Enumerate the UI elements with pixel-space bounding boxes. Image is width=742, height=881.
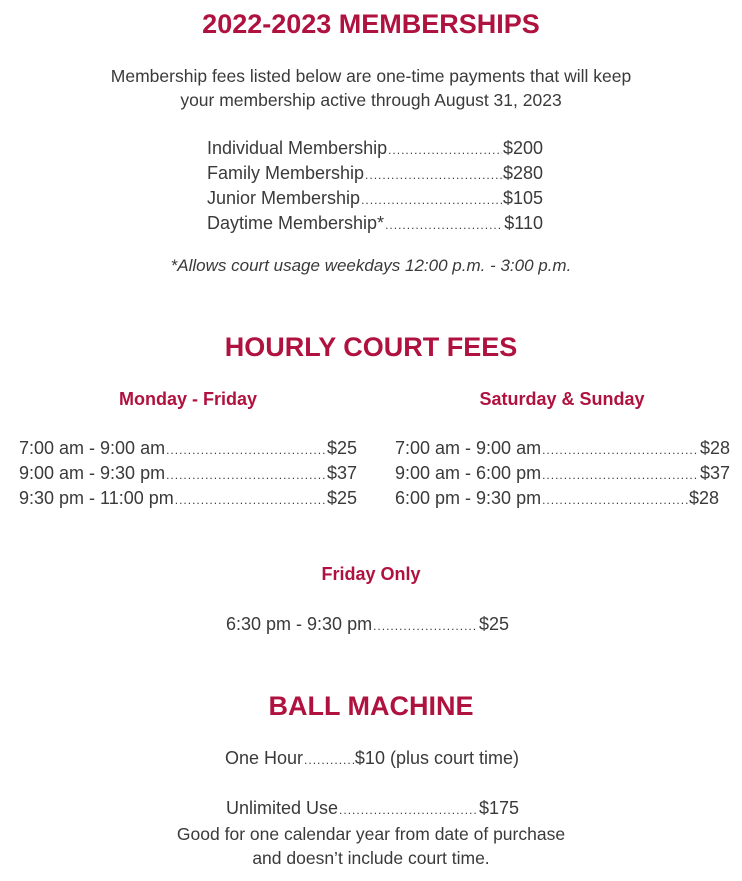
ball-machine-hour-price: $10 (plus court time) <box>354 748 519 768</box>
leader-dots <box>542 444 699 456</box>
membership-row-daytime <box>207 213 543 238</box>
leader-dots <box>388 144 502 156</box>
fee-price: $28 <box>688 488 719 508</box>
leader-dots <box>385 219 503 231</box>
fee-time: 7:00 am - 9:00 am <box>19 438 166 458</box>
memberships-description-line2: your membership active through August 31, 2023 <box>180 90 562 110</box>
membership-row-individual <box>207 138 543 163</box>
weekday-fee-row <box>19 438 357 463</box>
weekend-fee-row <box>395 463 730 488</box>
fee-time: 9:30 pm - 11:00 pm <box>19 488 174 508</box>
ball-machine-unlimited-row <box>226 798 519 823</box>
memberships-footnote: *Allows court usage weekdays 12:00 p.m. - 3:00 p.m. <box>170 256 572 275</box>
weekend-fee-row <box>395 488 719 513</box>
fee-price: $25 <box>326 488 357 508</box>
fee-price: $25 <box>326 438 357 458</box>
ball-machine-hour-label: One Hour <box>225 748 304 768</box>
membership-row-junior <box>207 188 543 213</box>
memberships-description-line1: Membership fees listed below are one-time payments that will keep <box>110 66 632 86</box>
leader-dots <box>542 494 688 506</box>
membership-price: $110 <box>504 213 543 233</box>
membership-label: Individual Membership <box>207 138 388 158</box>
fee-time: 7:00 am - 9:00 am <box>395 438 542 458</box>
leader-dots <box>542 469 699 481</box>
ball-machine-note-line2: and doesn’t include court time. <box>252 848 490 868</box>
fee-price: $28 <box>699 438 730 458</box>
membership-label: Junior Membership <box>207 188 361 208</box>
memberships-title: 2022-2023 MEMBERSHIPS <box>202 9 540 39</box>
leader-dots <box>304 754 354 766</box>
weekday-fee-row <box>19 463 357 488</box>
membership-price: $200 <box>502 138 543 158</box>
ball-machine-hour-row <box>225 748 519 773</box>
fee-price: $37 <box>699 463 730 483</box>
friday-fee-row <box>226 614 509 639</box>
weekend-heading: Saturday & Sunday <box>479 389 645 409</box>
ball-machine-title: BALL MACHINE <box>268 691 474 721</box>
leader-dots <box>365 169 502 181</box>
leader-dots <box>166 469 326 481</box>
leader-dots <box>175 494 326 506</box>
weekday-fee-row <box>19 488 357 513</box>
membership-price: $280 <box>502 163 543 183</box>
ball-machine-note-line1: Good for one calendar year from date of purchase <box>176 824 566 844</box>
weekend-fee-row <box>395 438 730 463</box>
fee-price: $25 <box>478 614 509 634</box>
court-fees-title: HOURLY COURT FEES <box>224 332 518 362</box>
membership-price: $105 <box>502 188 543 208</box>
ball-machine-unlimited-price: $175 <box>478 798 519 818</box>
fee-time: 9:00 am - 9:30 pm <box>19 463 166 483</box>
fee-price: $37 <box>326 463 357 483</box>
ball-machine-unlimited-label: Unlimited Use <box>226 798 339 818</box>
weekday-heading: Monday - Friday <box>118 389 257 409</box>
membership-label: Family Membership <box>207 163 365 183</box>
fee-time: 9:00 am - 6:00 pm <box>395 463 542 483</box>
friday-heading: Friday Only <box>321 564 421 584</box>
membership-row-family <box>207 163 543 188</box>
fee-time: 6:30 pm - 9:30 pm <box>226 614 373 634</box>
leader-dots <box>373 620 478 632</box>
leader-dots <box>361 194 502 206</box>
membership-label: Daytime Membership* <box>207 213 385 233</box>
leader-dots <box>339 804 478 816</box>
leader-dots <box>166 444 326 456</box>
fee-time: 6:00 pm - 9:30 pm <box>395 488 542 508</box>
